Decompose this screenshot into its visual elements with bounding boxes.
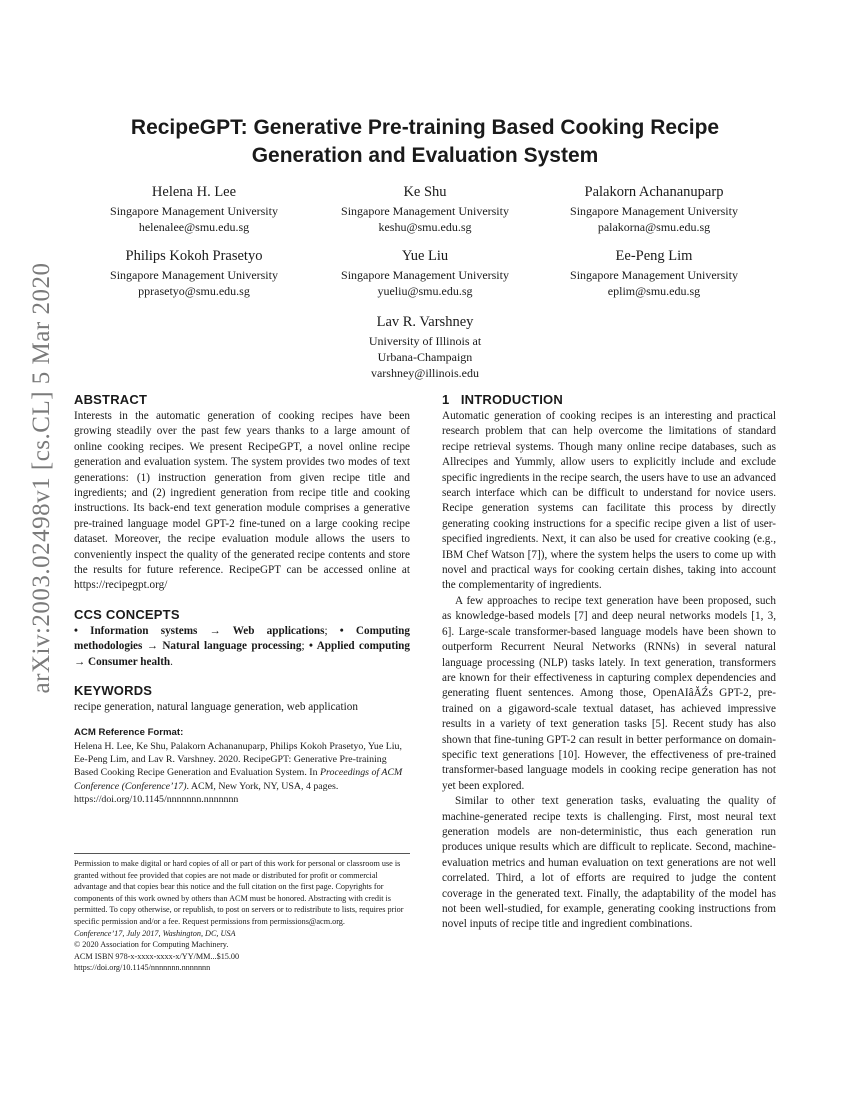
permission-footnote <box>74 853 410 974</box>
author-affiliation: Singapore Management University <box>570 204 738 218</box>
author-email: helenalee@smu.edu.sg <box>138 220 250 234</box>
author-name: Ee-Peng Lim <box>615 248 693 264</box>
ccs-concept: • Computing methodologies → Natural language processing <box>74 624 410 653</box>
author-affiliation: Singapore Management University <box>110 268 278 282</box>
intro-paragraph: Similar to other text generation tasks, evaluating the quality of machine-generated recipe texts is challenging. First, most neural text generation models are non-deterministic, thus each generation run produces unique results which are difficult to replicate. Second, machine-evaluation metrics and human evaluation on text generations are not well correlated. Third, a lot of efforts are required to judge the content coverage in the generated text. Finally, the adaptability of the model has not been well-studied, for example, generating cooking instructions from novel inputs of recipe title and ingredient combinations. <box>442 795 776 931</box>
author-email: varshney@illinois.edu <box>370 366 480 380</box>
author-block <box>524 245 784 299</box>
conference-info: Conference’17, July 2017, Washington, DC, USA <box>74 928 236 938</box>
author-affiliation: Singapore Management University <box>341 204 509 218</box>
ccs-concept: • Applied computing → Consumer health <box>74 640 411 668</box>
ccs-concepts: • Information systems → Web applications; • Computing methodologies → Natural language processing; • Applied computing → Consumer health. <box>74 624 411 668</box>
author-email: eplim@smu.edu.sg <box>607 284 701 298</box>
keywords-heading: KEYWORDS <box>74 683 153 699</box>
author-affiliation: Singapore Management University <box>570 268 738 282</box>
copyright-line: © 2020 Association for Computing Machinery. <box>74 940 229 950</box>
author-name: Yue Liu <box>401 248 449 264</box>
doi-line: https://doi.org/10.1145/nnnnnnn.nnnnnnn <box>74 963 211 973</box>
author-affiliation: Urbana-Champaign <box>377 350 473 364</box>
arxiv-identifier <box>22 262 62 694</box>
abstract-heading: ABSTRACT <box>74 392 148 407</box>
intro-paragraph: Automatic generation of cooking recipes is an interesting and practical research problem that can help overcome the limitations of standard recipe retrieval systems. Though many online recipe databases, such as Allrecipes and Yummly, allow users to explicitly include and exclude specific ingredients in the recipe search, the users have to use an advanced search interface which can be difficult to understand for novice users. Recipe generation systems can facilitate this process by directly generating cooking instructions for a specific recipe given a list of user-specified ingredients. Next, it can also be used for creative cooking (e.g., IBM Chef Watson [7]), where the system helps the users to come up with novel and practical ways for cooking certain dishes, taking into account the complementarity of ingredients. <box>442 410 776 592</box>
author-block <box>295 181 555 235</box>
author-name: Philips Kokoh Prasetyo <box>125 248 263 264</box>
reference-heading: ACM Reference Format: <box>74 726 184 738</box>
isbn-line: ACM ISBN 978-x-xxxx-xxxx-x/YY/MM...$15.00 <box>74 951 240 961</box>
reference-text: Helena H. Lee, Ke Shu, Palakorn Achananuparp, Philips Kokoh Prasetyo, Yue Liu, Ee-Peng Lim, and Lav R. Varshney. 2020. RecipeGPT: Generative Pre-training Based Cooking Recipe Generation and Evaluation System. In Proceedings of ACM Conference (Conference’17). ACM, New York, NY, USA, 4 pages. https://doi.org/10.1145/nnnnnnn.nnnnnnn <box>74 740 403 806</box>
author-block <box>64 245 324 299</box>
author-email: pprasetyo@smu.edu.sg <box>138 284 250 298</box>
author-affiliation: Singapore Management University <box>341 268 509 282</box>
intro-paragraph: A few approaches to recipe text generation have been proposed, such as knowledge-based models [7] and deep neural networks models [1, 3, 6]. Large-scale transformer-based language models have been shown to outperform Recurrent Neural Networks (RNNs) in several natural language processing (NLP) tasks lately. In text generation, transformers are known for their effectiveness in capturing complex dependencies and generating fluent sentences. Among those, OpenAIâĂŹs GPT-2, pre-trained on a gigaword-scale textual dataset, has achieved impressive results in a variety of text generation tasks [5]. Recent study has also shown that fine-tuning GPT-2 can result in better performance on domain-specific text generations [10]. However, the effectiveness of pre-trained transformer-based language models in cooking recipe generation has not yet been explored. <box>442 594 776 792</box>
ccs-concept: • Information systems → Web applications <box>74 624 325 637</box>
introduction-heading: 1 INTRODUCTION <box>442 392 563 407</box>
author-email: keshu@smu.edu.sg <box>378 220 472 234</box>
author-email: palakorna@smu.edu.sg <box>597 220 711 234</box>
author-name: Helena H. Lee <box>151 184 237 200</box>
author-name: Palakorn Achananuparp <box>584 184 724 200</box>
arxiv-id-text: arXiv:2003.02498v1 [cs.CL] 5 Mar 2020 <box>28 262 55 694</box>
author-affiliation: University of Illinois at <box>368 334 482 348</box>
ccs-heading: CCS CONCEPTS <box>74 606 180 622</box>
right-column <box>442 391 776 933</box>
abstract-text: Interests in the automatic generation of cooking recipes have been growing steadily over the past few years thanks to a large amount of online cooking recipes. We present RecipeGPT, a novel online recipe generation and evaluation system. The system provides two modes of text generations: (1) instruction generation from given recipe title and ingredients; and (2) ingredient generation from recipe title and cooking instructions. Its back-end text generation module comprises a generative pre-trained language model GPT-2 fine-tuned on a large cooking recipe dataset. Moreover, the recipe evaluation module allows the users to conveniently inspect the quality of the generated recipe contents and store the results for future reference. RecipeGPT can be accessed online at https://recipegpt.org/ <box>74 410 410 592</box>
author-name: Lav R. Varshney <box>376 314 474 330</box>
keywords-text: recipe generation, natural language generation, web application <box>74 701 358 714</box>
permission-text: Permission to make digital or hard copies of all or part of this work for personal or classroom use is granted without fee provided that copies are not made or distributed for profit or commercial advantage and that copies bear this notice and the full citation on the first page. Copyrights for components of this work owned by others than ACM must be honored. Abstracting with credit is permitted. To copy otherwise, or republish, to post on servers or to redistribute to lists, requires prior specific permission and/or a fee. Request permissions from permissions@acm.org. <box>74 859 404 926</box>
left-column <box>74 391 410 807</box>
author-block <box>64 181 324 235</box>
author-block <box>295 245 555 299</box>
author-email: yueliu@smu.edu.sg <box>377 284 473 298</box>
author-block <box>295 311 555 381</box>
author-block <box>524 181 784 235</box>
paper-title: RecipeGPT: Generative Pre-training Based Cooking Recipe Generation and Evaluation System <box>130 116 720 167</box>
author-affiliation: Singapore Management University <box>110 204 278 218</box>
author-name: Ke Shu <box>403 184 447 200</box>
